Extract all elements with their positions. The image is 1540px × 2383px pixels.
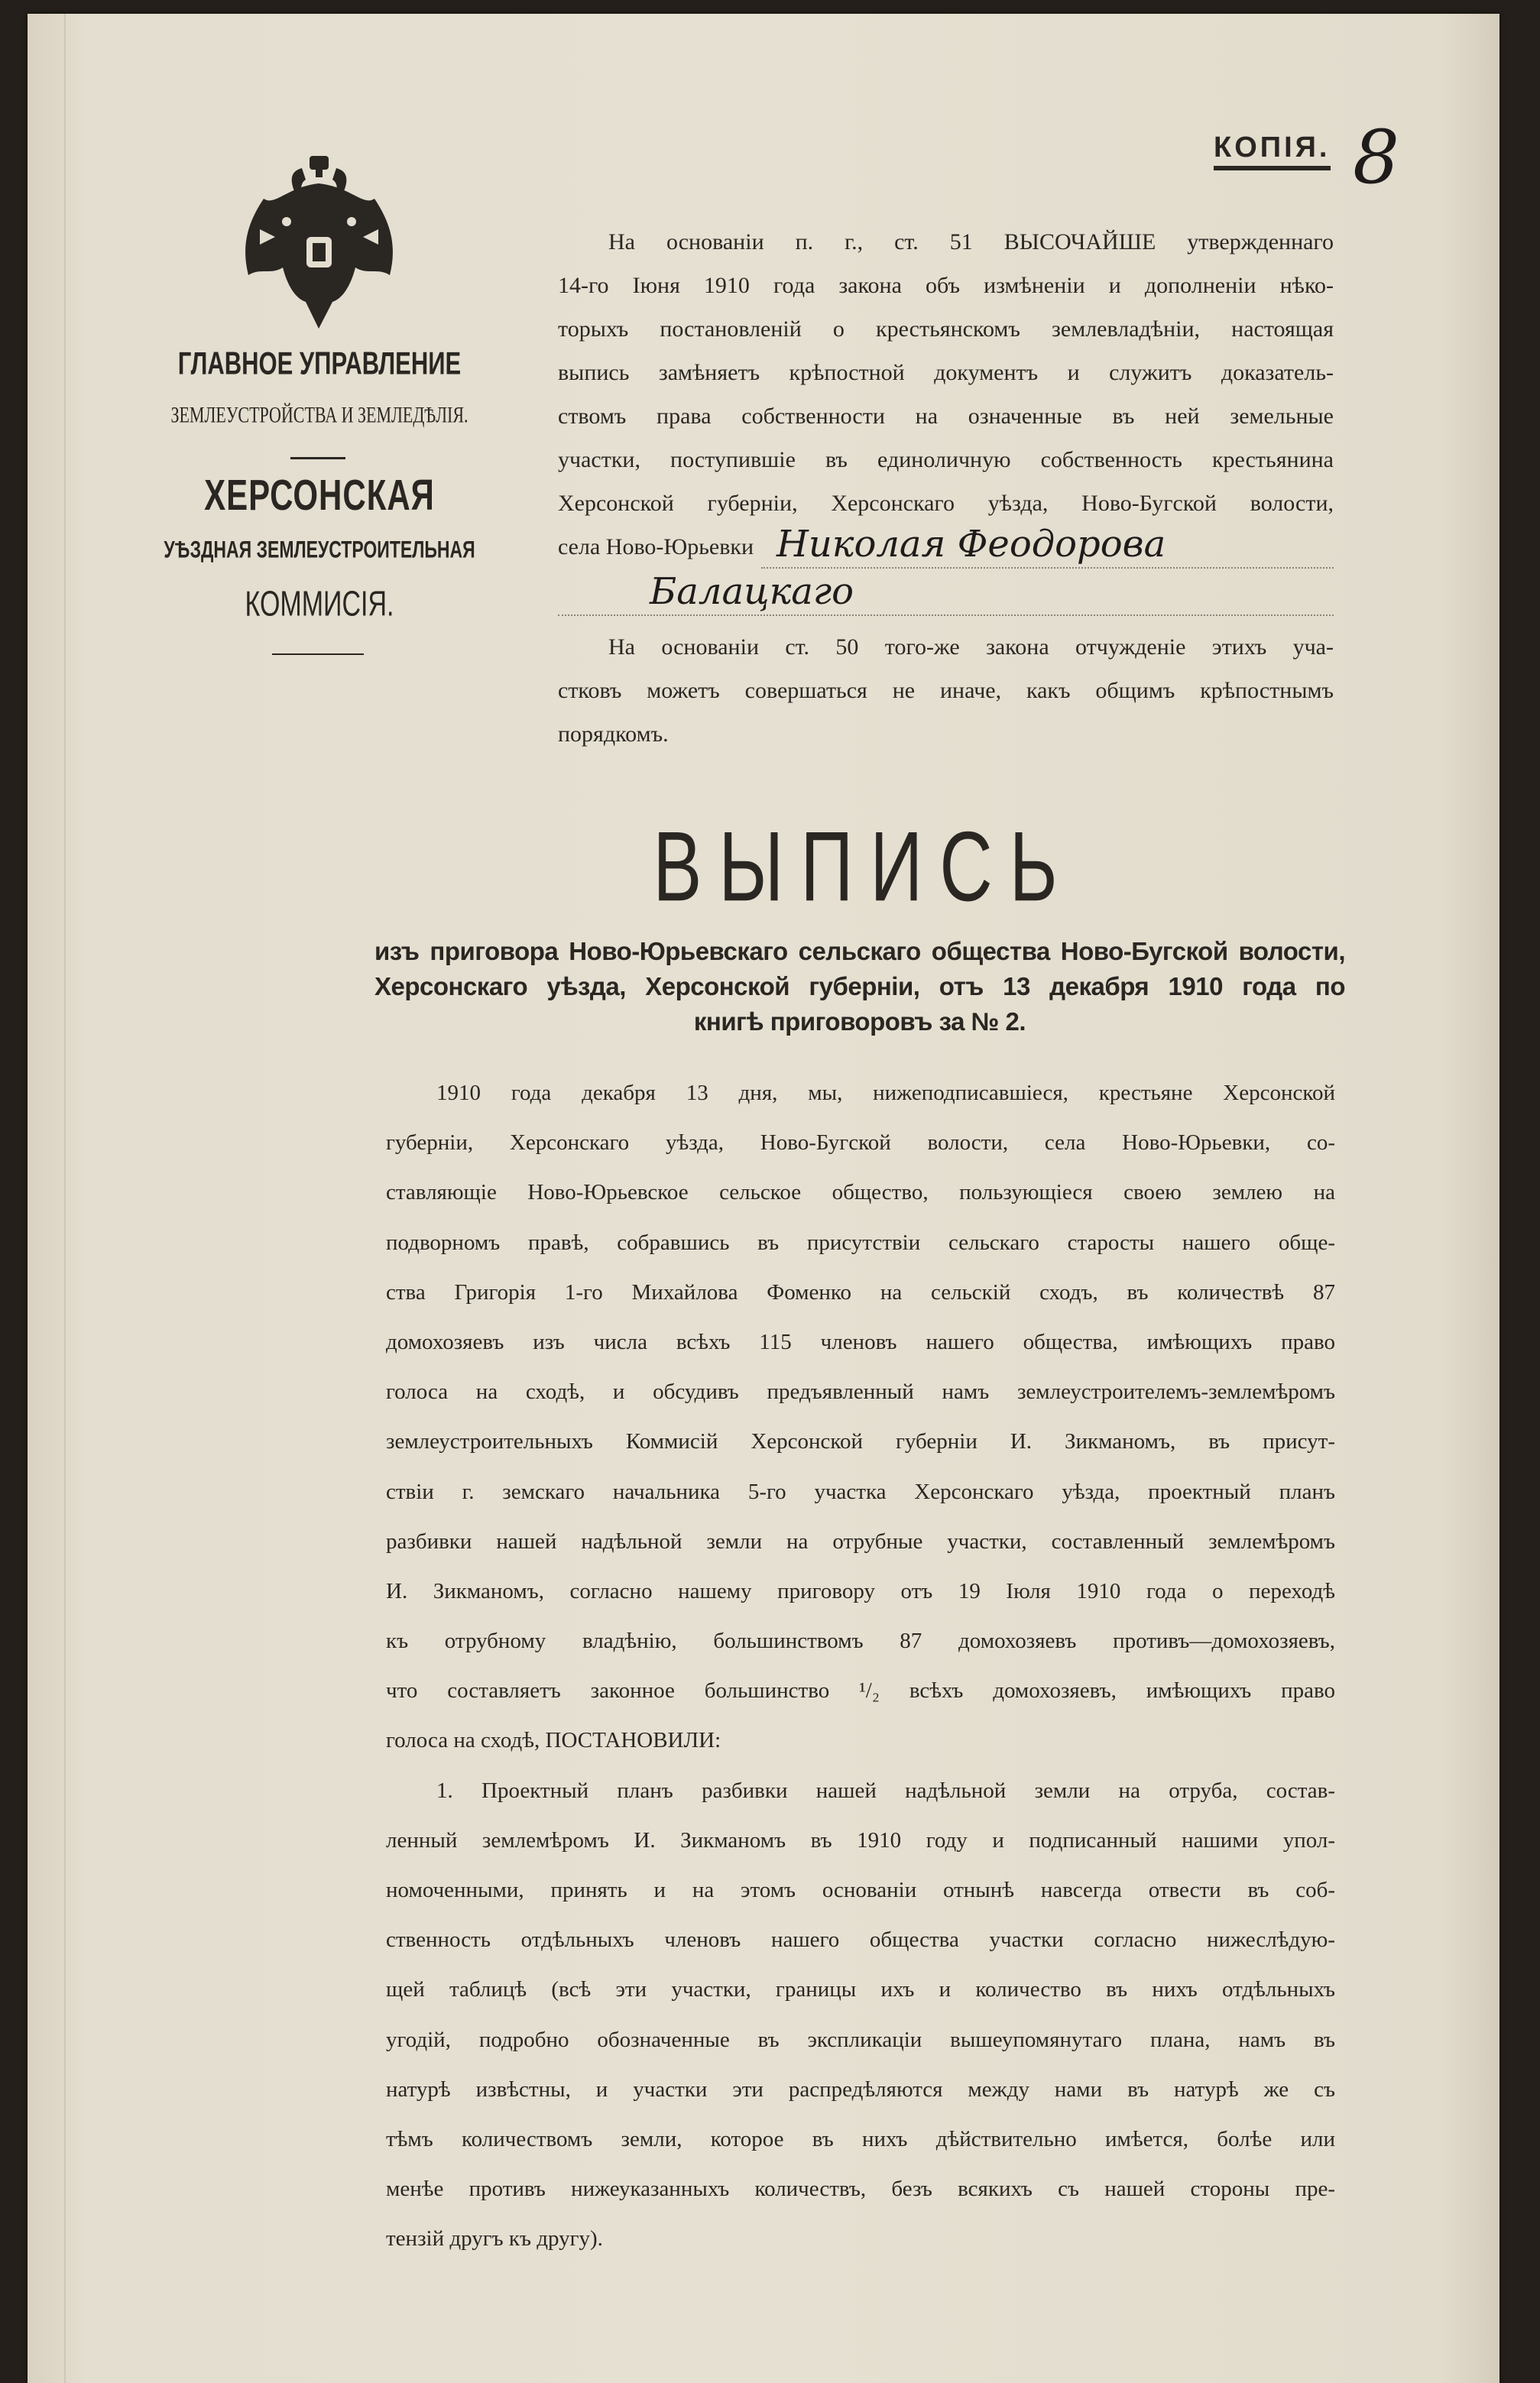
paper-fold-line [64,14,66,2383]
body-line: 1910 года декабря 13 дня, мы, нижеподписавшіеся, крестьяне Херсонской [436,1081,1335,1105]
authority-line-2: ЗЕМЛЕУСТРОЙСТВА И ЗЕМЛЕДѢЛІЯ. [170,401,468,428]
preamble-line: стковъ можетъ совершаться не иначе, какъ общимъ крѣпостнымъ [558,678,1334,703]
body-line: И. Зикманомъ, согласно нашему приговору отъ 19 Іюля 1910 года о переходѣ [386,1578,1335,1603]
preamble-line: порядкомъ. [558,721,669,747]
body-line: къ отрубному владѣнію, большинствомъ 87 домохозяевъ противъ—домохозяевъ, [386,1629,1335,1654]
authority-line-5: КОММИСІЯ. [245,585,394,624]
authority-line-1: ГЛАВНОЕ УПРАВЛЕНИЕ [177,345,462,381]
preamble-line: Херсонской губерніи, Херсонскаго уѣзда, Ново-Бугской волости, [558,491,1334,516]
preamble-paragraph [558,220,1334,756]
body-line: губерніи, Херсонскаго уѣзда, Ново-Бугской волости, села Ново-Юрьевки, со- [386,1130,1335,1156]
body-line: голоса на сходѣ, и обсудивъ предъявленный намъ землеустроителемъ-землемѣромъ [386,1380,1335,1405]
body-line: менѣе противъ нижеуказанныхъ количествъ, безъ всякихъ съ нашей стороны пре- [386,2177,1335,2202]
body-line: угодій, подробно обозначенные въ экспликаціи вышеупомянутаго плана, намъ въ [386,2027,1335,2052]
document-title: ВЫПИСЬ [653,812,1075,922]
body-line: что составляетъ законное большинство ¹/₂ всѣхъ домохозяевъ, имѣющихъ право [386,1678,1335,1704]
divider [290,457,345,459]
body-line: щей таблицѣ (всѣ эти участки, границы ихъ и количество въ нихъ отдѣльныхъ [386,1977,1335,2002]
copy-mark: КОПІЯ. [1214,131,1331,170]
body-line: ства Григорія 1-го Михайлова Фоменко на сельскій сходъ, въ количествѣ 87 [386,1279,1335,1305]
body-line: 1. Проектный планъ разбивки нашей надѣльной земли на отруба, состав- [436,1778,1335,1803]
village-label: села Ново-Юрьевки [558,534,754,559]
subtitle-line: книгѣ приговоровъ за № 2. [693,1007,1026,1036]
subtitle-line: Херсонскаго уѣзда, Херсонской губерніи, отъ 13 декабря 1910 года по [374,972,1345,1000]
body-line: номоченными, принять и на этомъ основаніи отнынѣ навсегда отвести въ соб- [386,1878,1335,1902]
preamble-line: На основаніи п. г., ст. 51 ВЫСОЧАЙШЕ утвержденнаго [608,229,1334,255]
subtitle-line: изъ приговора Ново-Юрьевскаго сельскаго общества Ново-Бугской волости, [374,937,1345,965]
double-headed-eagle-icon [233,153,405,332]
handwritten-page-number: 8 [1353,115,1400,200]
document-subtitle [374,934,1345,1039]
body-line: ствіи г. земскаго начальника 5-го участка Херсонскаго уѣзда, проектный планъ [386,1479,1335,1504]
owner-surname-handwritten: Балацкаго [558,569,1334,616]
resolution-body [386,1068,1335,2265]
owner-name-handwritten: Николая Феодорова [761,521,1334,569]
authority-line-3: ХЕРСОНСКАЯ [204,470,435,520]
body-line: ставляющіе Ново-Юрьевское сельское общество, пользующіеся своею землею на [386,1180,1335,1205]
authority-line-4: УѢЗДНАЯ ЗЕМЛЕУСТРОИТЕЛЬНАЯ [164,536,475,563]
preamble-line: торыхъ постановленій о крестьянскомъ землевладѣніи, настоящая [558,316,1334,342]
body-line: натурѣ извѣстны, и участки эти распредѣляются между нами въ натурѣ же съ [386,2077,1335,2102]
preamble-line: ствомъ права собственности на означенные въ ней земельные [558,404,1334,429]
body-line: землеустроительныхъ Коммисій Херсонской губерніи И. Зикманомъ, въ присут- [386,1429,1335,1454]
body-line: ственность отдѣльныхъ членовъ нашего общества участки согласно нижеслѣдую- [386,1927,1335,1953]
body-line: разбивки нашей надѣльной земли на отрубные участки, составленный землемѣромъ [386,1529,1335,1554]
body-line: голоса на сходѣ, ПОСТАНОВИЛИ: [386,1728,721,1753]
preamble-line: 14-го Іюня 1910 года закона объ измѣненіи и дополненіи нѣко- [558,273,1334,298]
body-line: подворномъ правѣ, собравшись въ присутствіи сельскаго старосты нашего обще- [386,1230,1335,1255]
body-line: тѣмъ количествомъ земли, которое въ нихъ дѣйствительно имѣется, болѣе или [386,2126,1335,2151]
preamble-line: участки, поступившіе въ единоличную собственность крестьянина [558,447,1334,472]
divider [272,653,364,655]
preamble-line: выпись замѣняетъ крѣпостной документъ и служитъ доказатель- [558,360,1334,385]
body-line: тензій другъ къ другу). [386,2226,603,2252]
body-line: ленный землемѣромъ И. Зикманомъ въ 1910 году и подписанный нашими упол- [386,1827,1335,1853]
owner-field-row [558,525,1334,569]
preamble-line: На основаніи ст. 50 того-же закона отчужденіе этихъ уча- [608,634,1334,660]
body-line: домохозяевъ изъ числа всѣхъ 115 членовъ нашего общества, имѣющихъ право [386,1329,1335,1354]
